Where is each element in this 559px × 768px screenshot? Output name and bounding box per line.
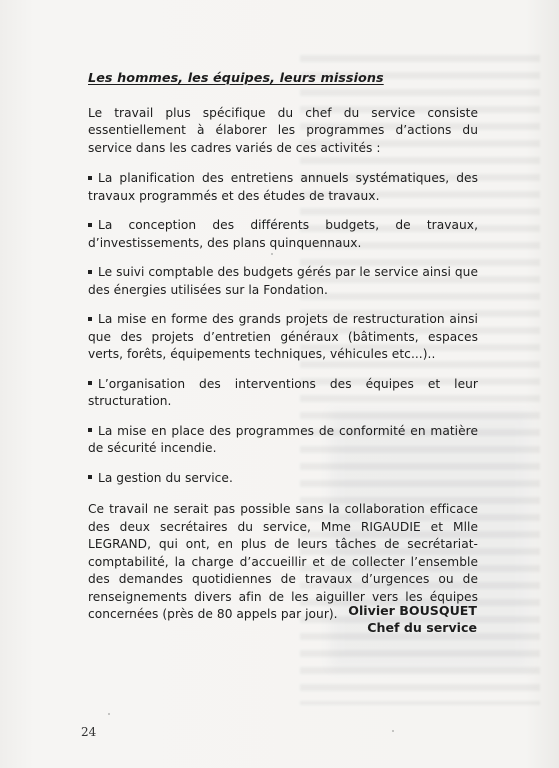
closing-paragraph: Ce travail ne serait pas possible sans la collaboration efficace des deux secrétaires du service, Mme RIGAUDIE et Mlle LEGRAND, qui ont, en plus de leurs tâches de secrétariat-comptabilité, la charge d’accueillir et de collecter l’ensemble des demandes quotidiennes de travaux d’urgences ou de renseignements divers afin de les aiguiller vers les équipes concernées (près de 80 appels par jour).	[88, 502, 478, 621]
signature-block	[348, 603, 477, 636]
bullet-icon	[88, 428, 92, 432]
bullet-icon	[88, 475, 92, 479]
bullet-icon	[88, 381, 92, 385]
list-item: Le suivi comptable des budgets gérés par le service ainsi que des énergies utilisées sur la Fondation.	[88, 265, 478, 297]
bullet-icon	[88, 270, 92, 274]
paper-speck	[271, 253, 273, 255]
page-number: 24	[81, 725, 97, 739]
list-item: La mise en forme des grands projets de restructuration ainsi que des projets d’entretien généraux (bâtiments, espaces verts, forêts, équipements techniques, véhicules etc...)..	[88, 312, 478, 361]
bullet-icon	[88, 223, 92, 227]
signature-title: Chef du service	[367, 619, 477, 635]
list-item: L’organisation des interventions des équipes et leur structuration.	[88, 376, 478, 408]
bullet-icon	[88, 176, 92, 180]
bullet-icon	[88, 317, 92, 321]
list-item: La conception des différents budgets, de travaux, d’investissements, des plans quinquennaux.	[88, 218, 478, 250]
section-heading: Les hommes, les équipes, leurs missions	[88, 71, 384, 86]
list-item: La mise en place des programmes de conformité en matière de sécurité incendie.	[88, 423, 478, 455]
list-item: La planification des entretiens annuels systématiques, des travaux programmés et des études de travaux.	[88, 171, 478, 203]
intro-paragraph: Le travail plus spécifique du chef du service consiste essentiellement à élaborer les programmes d’actions du service dans les cadres variés de ces activités :	[88, 105, 478, 155]
signature-name: Olivier BOUSQUET	[348, 603, 477, 618]
paper-speck	[108, 713, 110, 715]
article-body	[88, 70, 478, 624]
list-item: La gestion du service.	[88, 470, 478, 488]
paper-speck	[392, 730, 394, 732]
